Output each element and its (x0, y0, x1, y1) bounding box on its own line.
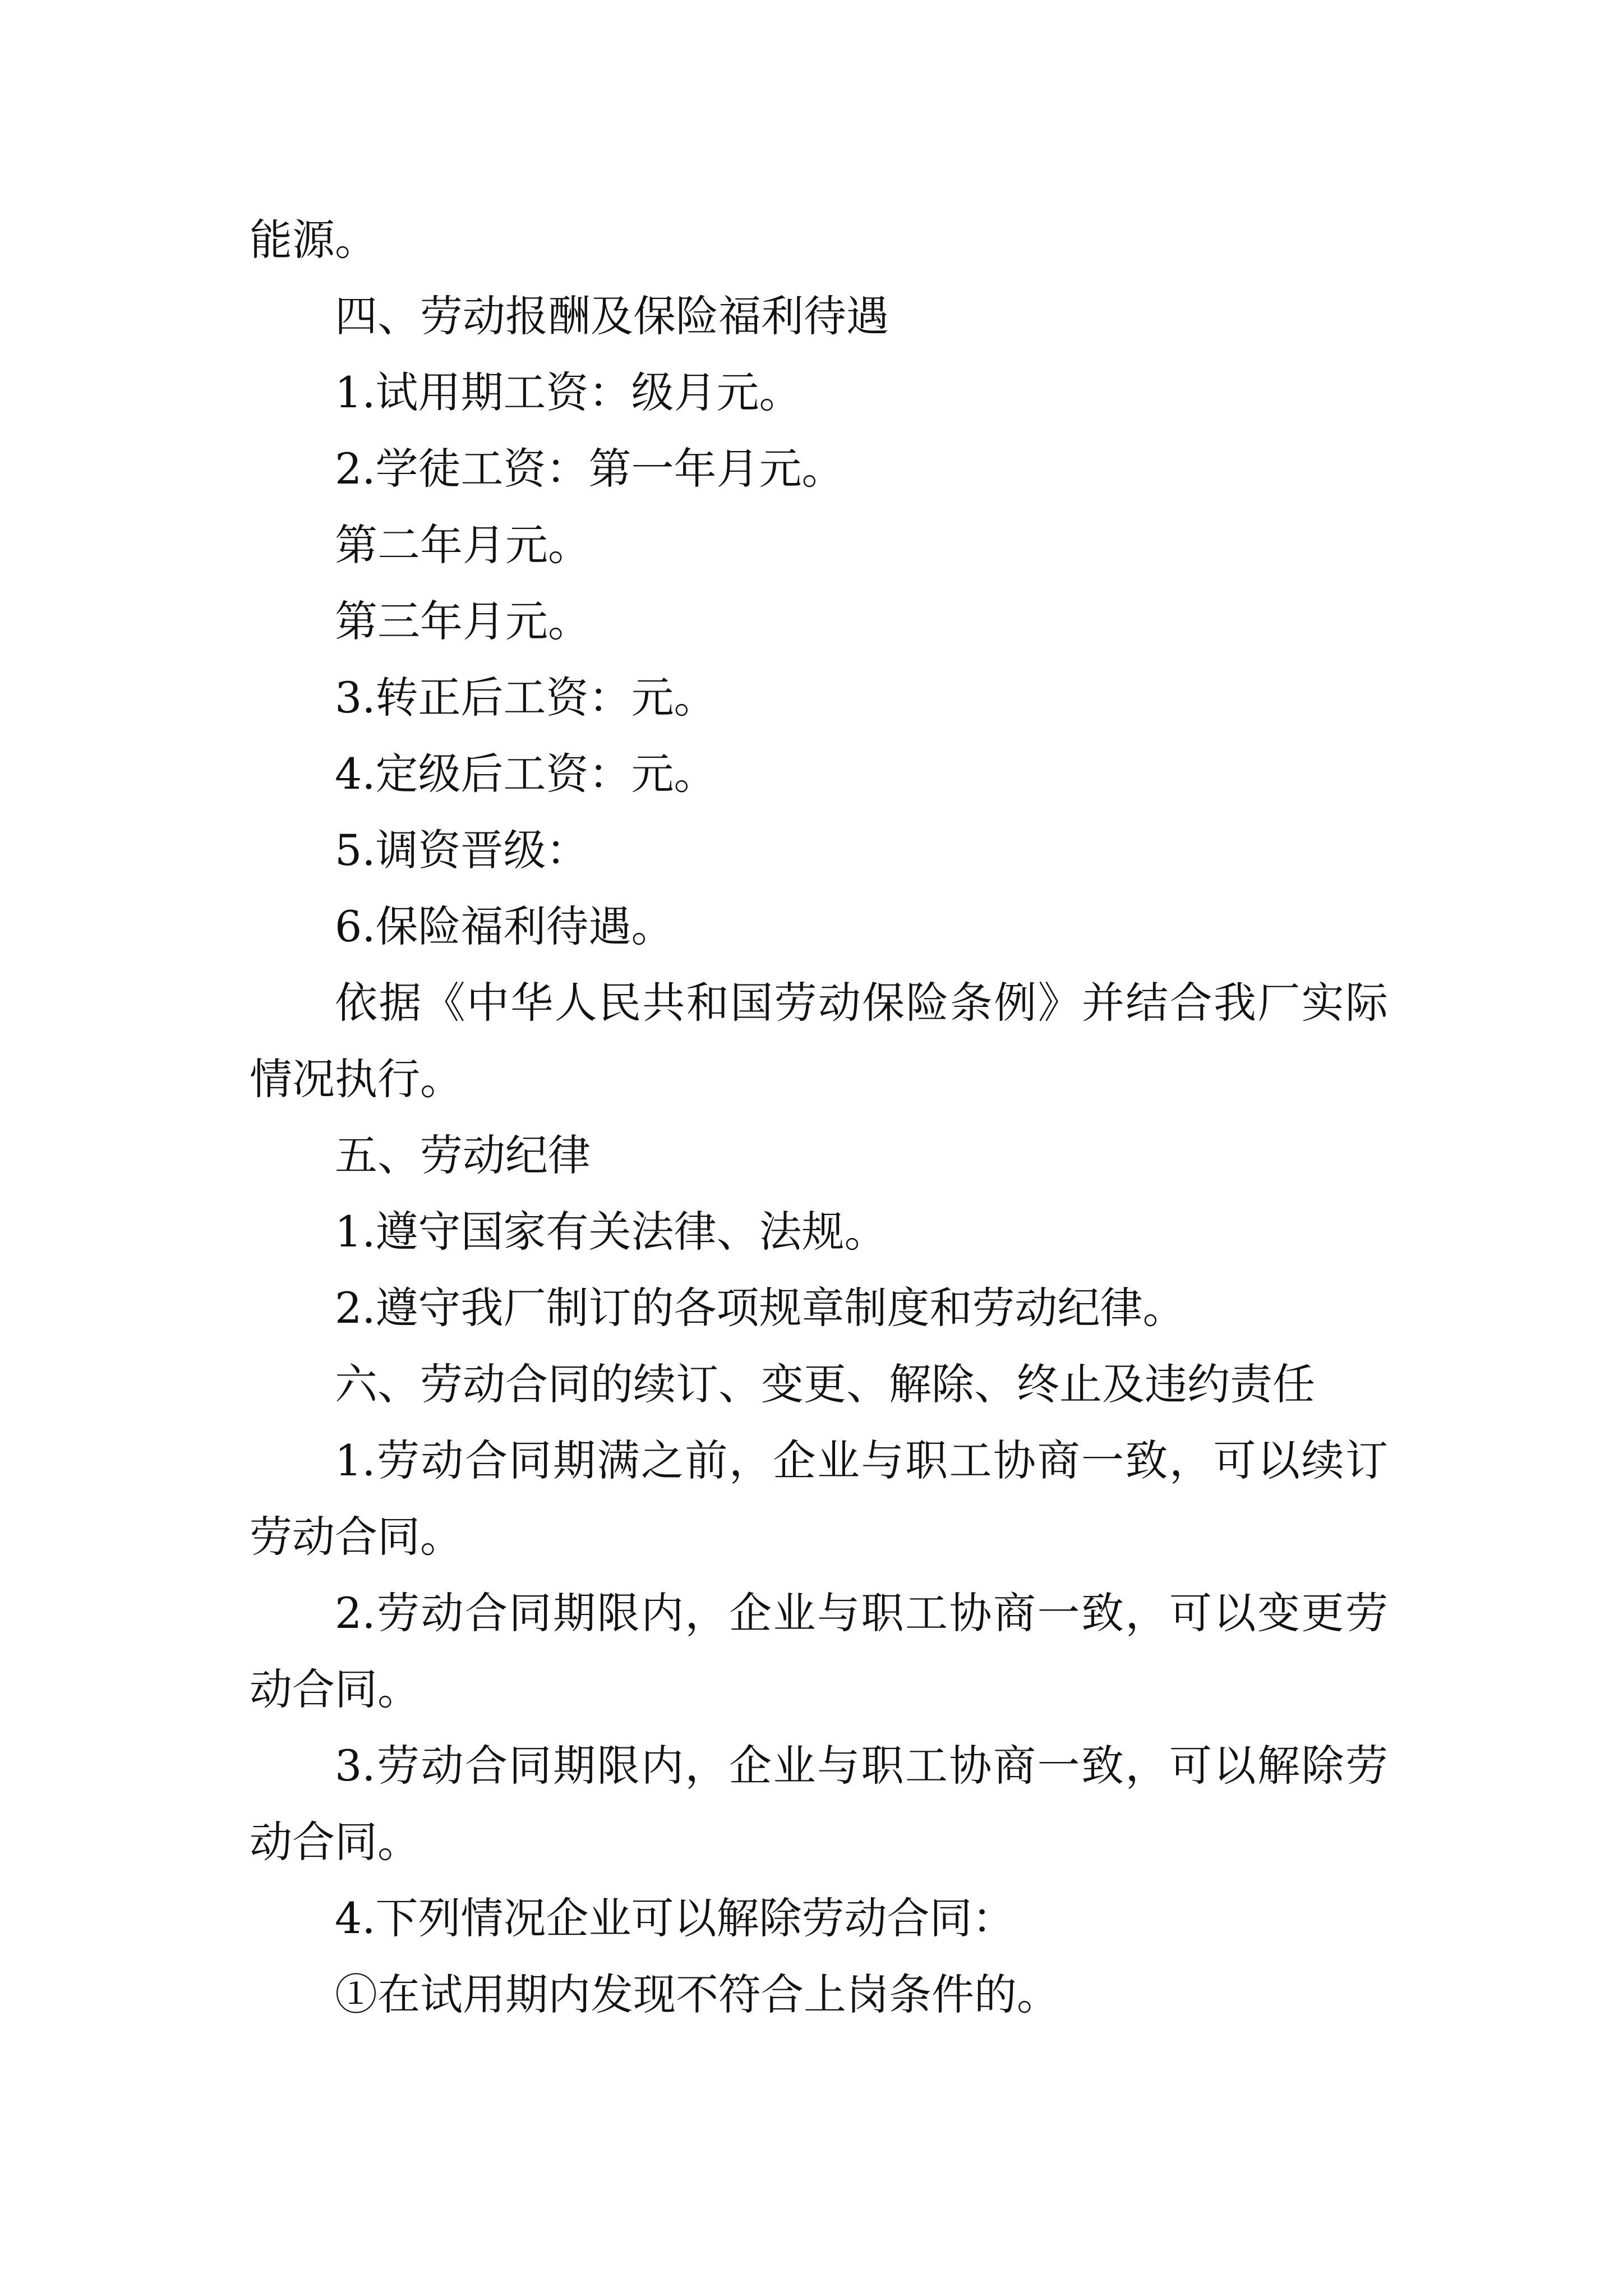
list-item-regular-wage: 3.转正后工资：元。 (335, 673, 717, 723)
list-item-third-year: 第三年月元。 (335, 596, 591, 646)
list-item-probation-wage: 1.试用期工资：级月元。 (335, 367, 802, 417)
list-item-probation-unfit: ①在试用期内发现不符合上岗条件的。 (335, 1970, 1059, 2019)
list-item-obey-laws: 1.遵守国家有关法律、法规。 (335, 1207, 887, 1257)
section-heading-discipline: 五、劳动纪律 (335, 1130, 591, 1180)
list-item-insurance-welfare: 6.保险福利待遇。 (335, 901, 674, 951)
list-item-graded-wage: 4.定级后工资：元。 (335, 749, 717, 799)
document-body (250, 202, 1388, 2033)
section-heading-contract-changes: 六、劳动合同的续订、变更、解除、终止及违约责任 (335, 1359, 1315, 1409)
list-item-termination-conditions: 4.下列情况企业可以解除劳动合同： (335, 1893, 1015, 1943)
list-item-second-year: 第二年月元。 (335, 520, 591, 570)
section-heading-remuneration: 四、劳动报酬及保险福利待遇 (335, 291, 889, 341)
list-item-wage-adjustment: 5.调资晋级： (335, 825, 589, 875)
list-item-renewal: 1.劳动合同期满之前，企业与职工协商一致，可以续订劳动合同。 (250, 1435, 1388, 1562)
list-item-obey-rules: 2.遵守我厂制订的各项规章制度和劳动纪律。 (335, 1283, 1186, 1333)
list-item-termination-agreement: 3.劳动合同期限内，企业与职工协商一致，可以解除劳动合同。 (250, 1741, 1388, 1867)
list-item-apprentice-wage: 2.学徒工资：第一年月元。 (335, 444, 845, 494)
paragraph-continuation: 能源。 (250, 215, 377, 265)
list-item-modification: 2.劳动合同期限内，企业与职工协商一致，可以变更劳动合同。 (250, 1588, 1388, 1714)
paragraph-insurance-basis: 依据《中华人民共和国劳动保险条例》并结合我厂实际情况执行。 (250, 978, 1388, 1104)
